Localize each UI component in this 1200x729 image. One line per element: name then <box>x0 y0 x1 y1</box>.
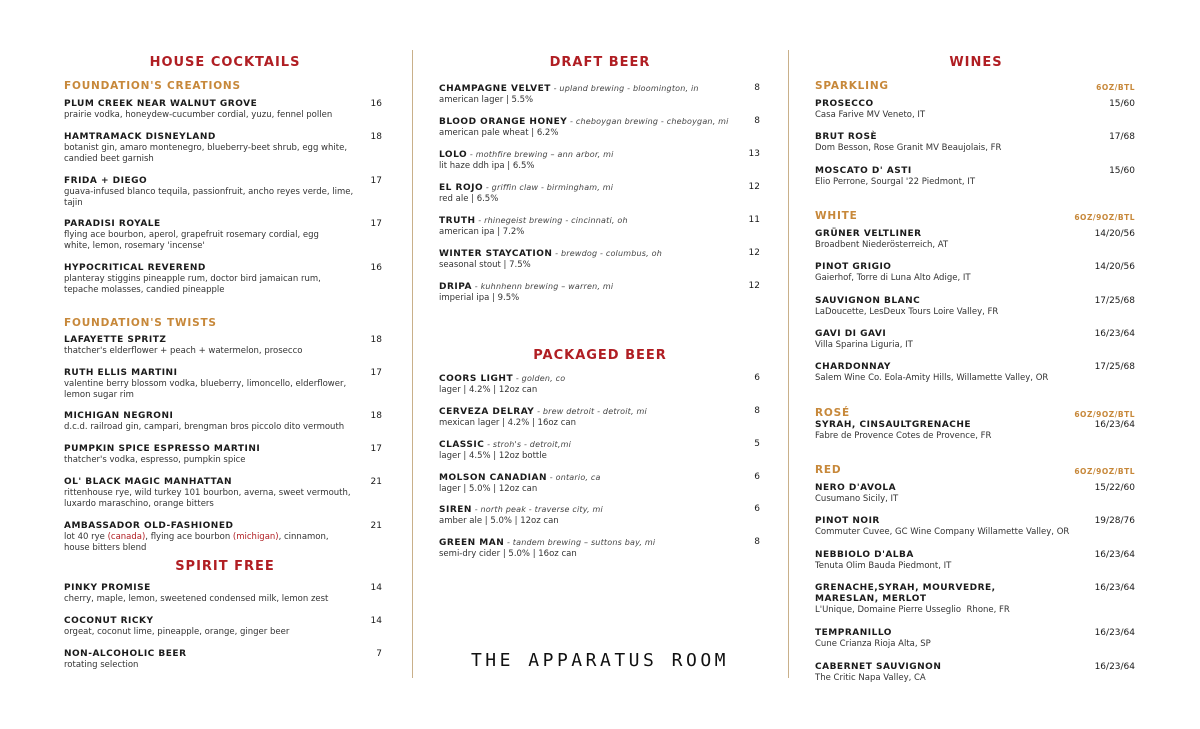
item-name: GRÜNER VELTLINER <box>815 229 922 239</box>
item-description: american lager | 5.5% <box>439 95 534 105</box>
item-description: prairie vodka, honeydew-cucumber cordial, yuzu, fennel pollen <box>64 110 333 120</box>
region: Rioja Alta, SP <box>874 639 931 649</box>
item-description: american pale wheat | 6.2% <box>439 128 559 138</box>
item-price: 11 <box>748 215 760 225</box>
item-name <box>439 406 739 418</box>
producer: The Critic <box>815 673 859 683</box>
item-price: 17 <box>370 444 382 454</box>
item-name: NERO D'AVOLA <box>815 483 897 493</box>
item-name: AMBASSADOR OLD-FASHIONED <box>64 521 234 531</box>
item-description: semi-dry cider | 5.0% | 16oz can <box>439 549 577 559</box>
item-description: botanist gin, amaro montenegro, blueberry-beet shrub, egg white, candied beet garnish <box>64 143 348 164</box>
column-divider-right <box>788 50 789 678</box>
menu-item <box>815 329 1085 351</box>
beer-name: WINTER STAYCATION <box>439 249 553 259</box>
item-name <box>439 116 739 128</box>
item-description <box>815 431 1085 442</box>
item-description: rittenhouse rye, wild turkey 101 bourbon, averna, sweet vermouth, luxardo maraschino, orange bitters <box>64 488 351 509</box>
item-price: 18 <box>370 132 382 142</box>
red-title: RED <box>815 464 842 476</box>
menu-item <box>439 248 739 271</box>
item-description <box>815 110 1085 121</box>
item-description <box>815 177 1085 188</box>
origin-highlight: (michigan) <box>232 532 279 542</box>
brewery: - north peak - traverse city, mi <box>471 505 603 514</box>
menu-item <box>439 116 739 139</box>
item-name <box>439 439 739 451</box>
item-description: amber ale | 5.0% | 12oz can <box>439 516 559 526</box>
region: Liguria, IT <box>870 340 913 350</box>
menu-item <box>815 516 1100 538</box>
beer-name: TRUTH <box>439 216 476 226</box>
item-price: 14/20/56 <box>1094 262 1135 272</box>
item-description: d.c.d. railroad gin, campari, brengman bros piccolo dito vermouth <box>64 422 345 432</box>
region: Piedmont, IT <box>898 561 952 571</box>
item-price: 8 <box>754 116 760 126</box>
item-description: guava-infused blanco tequila, passionfruit, ancho reyes verde, lime, tajin <box>64 187 354 208</box>
menu-item <box>439 537 739 560</box>
brewery: - ontario, ca <box>547 473 601 482</box>
item-name: SYRAH, CINSAULTGRENACHE <box>815 420 972 430</box>
item-description: cherry, maple, lemon, sweetened condensed milk, lemon zest <box>64 594 329 604</box>
item-description: rotating selection <box>64 660 139 670</box>
item-price: 16/23/64 <box>1094 550 1135 560</box>
item-price: 16 <box>370 99 382 109</box>
brand-wordmark: THE APPARATUS ROOM <box>470 650 730 671</box>
item-description: lager | 5.0% | 12oz can <box>439 484 538 494</box>
region: Loire Valley, FR <box>933 307 999 317</box>
brewery: - upland brewing - bloomington, in <box>550 84 699 93</box>
menu-item <box>439 472 739 495</box>
draft-beer-title: DRAFT BEER <box>549 55 651 70</box>
menu-item <box>439 406 739 429</box>
beer-name: DRIPA <box>439 282 472 292</box>
region: Veneto, IT <box>882 110 926 120</box>
item-price: 18 <box>370 335 382 345</box>
item-description: house bitters blend <box>64 543 147 553</box>
desc-part: , cinnamon, <box>278 532 329 542</box>
item-name <box>439 215 739 227</box>
item-description: imperial ipa | 9.5% <box>439 293 520 303</box>
item-name: GRENACHE,SYRAH, MOURVEDRE, <box>815 583 996 593</box>
menu-item <box>815 550 1085 572</box>
item-description <box>815 143 1085 154</box>
menu-item <box>64 176 359 209</box>
beer-name: CHAMPAGNE VELVET <box>439 84 551 94</box>
brewery: - cheboygan brewing - cheboygan, mi <box>567 117 729 126</box>
item-name: SAUVIGNON BLANC <box>815 296 921 306</box>
region: Alto Adige, IT <box>913 273 971 283</box>
menu-item <box>64 263 349 296</box>
item-description <box>815 273 1085 284</box>
item-description: orgeat, coconut lime, pineapple, orange, ginger beer <box>64 627 290 637</box>
menu-item <box>64 411 364 433</box>
menu-item <box>64 583 364 605</box>
menu-item <box>64 132 369 165</box>
menu-item <box>815 628 1085 650</box>
item-price: 15/60 <box>1109 166 1135 176</box>
column-divider-left <box>412 50 413 678</box>
item-description: flying ace bourbon, aperol, grapefruit rosemary cordial, egg white, lemon, rosemary 'incense' <box>64 230 319 251</box>
item-name: HAMTRAMACK DISNEYLAND <box>64 132 216 142</box>
brewery: - mothfire brewing – ann arbor, mi <box>467 150 614 159</box>
region: Piedmont, IT <box>921 177 976 187</box>
menu-item <box>439 182 739 205</box>
item-price: 15/22/60 <box>1094 483 1135 493</box>
menu-item <box>439 504 739 527</box>
serving-sizes: 6OZ/9OZ/BTL <box>1074 410 1135 419</box>
region: Sicily, IT <box>862 494 899 504</box>
menu-item <box>815 583 1085 616</box>
item-description: lit haze ddh ipa | 6.5% <box>439 161 535 171</box>
item-name: LAFAYETTE SPRITZ <box>64 335 167 345</box>
item-price: 6 <box>754 472 760 482</box>
producer: Cune Crianza <box>815 639 875 649</box>
item-name <box>439 373 739 385</box>
menu-item <box>64 99 364 121</box>
item-description <box>815 240 1085 251</box>
item-name: CHARDONNAY <box>815 362 891 372</box>
item-name <box>439 472 739 484</box>
region: Rhone, FR <box>966 605 1010 615</box>
item-name: PINOT NOIR <box>815 516 880 526</box>
beer-name: EL ROJO <box>439 183 484 193</box>
item-name: PLUM CREEK NEAR WALNUT GROVE <box>64 99 258 109</box>
item-price: 12 <box>748 248 760 258</box>
producer: Villa Sparina <box>815 340 871 350</box>
item-price: 6 <box>754 373 760 383</box>
item-price: 14/20/56 <box>1094 229 1135 239</box>
item-name: MOSCATO D' ASTI <box>815 166 912 176</box>
menu-item <box>815 362 1095 384</box>
item-name: PROSECCO <box>815 99 874 109</box>
foundations-creations-title: FOUNDATION'S CREATIONS <box>64 80 241 92</box>
wines-title: WINES <box>949 55 1003 70</box>
menu-item <box>815 296 1085 318</box>
item-price: 19/28/76 <box>1094 516 1135 526</box>
menu-item <box>439 281 739 304</box>
beer-name: CLASSIC <box>439 440 485 450</box>
item-description: red ale | 6.5% <box>439 194 499 204</box>
item-price: 7 <box>376 649 382 659</box>
producer: Dom Besson, Rose Granit MV <box>815 143 942 153</box>
region: Cotes de Provence, FR <box>896 431 992 441</box>
item-description: planteray stiggins pineapple rum, doctor bird jamaican rum, tepache molasses, candied pineapple <box>64 274 321 295</box>
item-description <box>815 673 1085 684</box>
item-price: 15/60 <box>1109 99 1135 109</box>
menu-item <box>64 521 364 554</box>
item-description: thatcher's vodka, espresso, pumpkin spice <box>64 455 246 465</box>
item-price: 16/23/64 <box>1094 583 1135 593</box>
item-price: 17 <box>370 219 382 229</box>
brewery: - stroh's - detroit,mi <box>484 440 572 449</box>
item-description: seasonal stout | 7.5% <box>439 260 531 270</box>
item-name <box>439 149 739 161</box>
beer-name: SIREN <box>439 505 472 515</box>
item-name <box>439 504 739 516</box>
item-name: TEMPRANILLO <box>815 628 892 638</box>
menu-item <box>64 219 329 252</box>
item-price: 16 <box>370 263 382 273</box>
item-description: lager | 4.5% | 12oz bottle <box>439 451 547 461</box>
menu-item <box>439 439 739 462</box>
producer: Cusumano <box>815 494 863 504</box>
menu-item <box>815 229 1085 251</box>
item-price: 18 <box>370 411 382 421</box>
item-name: GAVI DI GAVI <box>815 329 887 339</box>
producer: LaDoucette, LesDeux Tours <box>815 307 934 317</box>
item-name: NON-ALCOHOLIC BEER <box>64 649 187 659</box>
item-name: PUMPKIN SPICE ESPRESSO MARTINI <box>64 444 261 454</box>
item-description: lager | 4.2% | 12oz can <box>439 385 538 395</box>
rose-title: ROSÉ <box>815 407 850 419</box>
item-price: 21 <box>370 477 382 487</box>
item-price: 17 <box>370 176 382 186</box>
beer-name: GREEN MAN <box>439 538 505 548</box>
menu-item <box>64 368 374 401</box>
item-description: american ipa | 7.2% <box>439 227 525 237</box>
packaged-beer-title: PACKAGED BEER <box>533 348 667 363</box>
brewery: - tandem brewing – suttons bay, mi <box>504 538 656 547</box>
item-name: OL' BLACK MAGIC MANHATTAN <box>64 477 232 487</box>
item-name: NEBBIOLO D'ALBA <box>815 550 914 560</box>
house-cocktails-title: HOUSE COCKTAILS <box>149 55 301 70</box>
item-price: 5 <box>754 439 760 449</box>
brewery: - kuhnhenn brewing – warren, mi <box>472 282 614 291</box>
region: Eola-Amity Hills, Willamette Valley, OR <box>884 373 1049 383</box>
serving-sizes: 6OZ/9OZ/BTL <box>1074 467 1135 476</box>
item-price: 21 <box>370 521 382 531</box>
item-description <box>815 639 1085 650</box>
producer: Salem Wine Co. <box>815 373 885 383</box>
item-description <box>815 494 1085 505</box>
brewery: - rhinegeist brewing - cincinnati, oh <box>475 216 628 225</box>
item-description: mexican lager | 4.2% | 16oz can <box>439 418 576 428</box>
serving-sizes: 6OZ/9OZ/BTL <box>1074 213 1135 222</box>
item-price: 16/23/64 <box>1094 662 1135 672</box>
producer: L'Unique, Domaine Pierre Usseglio <box>815 605 967 615</box>
item-name: RUTH ELLIS MARTINI <box>64 368 178 378</box>
producer: Commuter Cuvee, GC Wine Company <box>815 527 978 537</box>
beer-name: CERVEZA DELRAY <box>439 407 535 417</box>
item-name: PINKY PROMISE <box>64 583 151 593</box>
item-description <box>815 340 1085 351</box>
region: Willamette Valley, OR <box>977 527 1070 537</box>
brewery: - brew detroit - detroit, mi <box>534 407 647 416</box>
item-description: valentine berry blossom vodka, blueberry, limoncello, elderflower, lemon sugar rim <box>64 379 347 400</box>
item-price: 17 <box>370 368 382 378</box>
item-price: 13 <box>748 149 760 159</box>
item-description <box>815 605 1085 616</box>
menu-item <box>439 83 739 106</box>
item-price: 14 <box>370 616 382 626</box>
item-price: 17/25/68 <box>1094 296 1135 306</box>
item-name <box>439 182 739 194</box>
spirit-free-title: SPIRIT FREE <box>175 559 275 574</box>
brewery: - golden, co <box>513 374 566 383</box>
item-price: 12 <box>748 281 760 291</box>
item-name <box>439 248 739 260</box>
item-price: 16/23/64 <box>1094 329 1135 339</box>
item-name: CABERNET SAUVIGNON <box>815 662 942 672</box>
item-description <box>64 532 364 543</box>
producer: Broadbent <box>815 240 862 250</box>
origin-highlight: (canada) <box>107 532 146 542</box>
item-name: FRIDA + DIEGO <box>64 176 148 186</box>
producer: Fabre de Provence <box>815 431 897 441</box>
beer-name: MOLSON CANADIAN <box>439 473 548 483</box>
item-name <box>439 281 739 293</box>
item-description: thatcher's elderflower + peach + watermelon, prosecco <box>64 346 303 356</box>
menu-item <box>815 262 1085 284</box>
menu-item <box>815 483 1085 505</box>
beer-name: COORS LIGHT <box>439 374 514 384</box>
menu-item <box>439 215 739 238</box>
brewery: - brewdog - columbus, oh <box>552 249 663 258</box>
item-name: COCONUT RICKY <box>64 616 154 626</box>
brewery: - griffin claw - birmingham, mi <box>483 183 614 192</box>
item-price: 14 <box>370 583 382 593</box>
item-description <box>815 307 1085 318</box>
item-price: 16/23/64 <box>1094 628 1135 638</box>
producer: Elio Perrone, Sourgal '22 <box>815 177 922 187</box>
producer: Tenuta Olim Bauda <box>815 561 899 571</box>
region: Niederösterreich, AT <box>862 240 949 250</box>
producer: Gaierhof, Torre di Luna <box>815 273 914 283</box>
item-name: PINOT GRIGIO <box>815 262 892 272</box>
item-name: BRUT ROSÈ <box>815 132 878 142</box>
menu-item <box>64 477 369 510</box>
menu-item <box>64 335 364 357</box>
item-price: 17/25/68 <box>1094 362 1135 372</box>
desc-part: lot 40 rye <box>64 532 108 542</box>
foundations-twists-title: FOUNDATION'S TWISTS <box>64 317 217 329</box>
menu-item <box>439 149 739 172</box>
menu-item <box>815 420 1085 442</box>
item-name: PARADISI ROYALE <box>64 219 161 229</box>
serving-sizes: 6OZ/BTL <box>1096 83 1135 92</box>
menu-item <box>64 616 364 638</box>
menu-item <box>64 649 364 671</box>
item-name: MICHIGAN NEGRONI <box>64 411 174 421</box>
menu-item <box>439 373 739 396</box>
sparkling-title: SPARKLING <box>815 80 889 92</box>
item-price: 16/23/64 <box>1094 420 1135 430</box>
white-title: WHITE <box>815 210 858 222</box>
item-name <box>439 83 739 95</box>
item-name <box>439 537 739 549</box>
desc-part: , flying ace bourbon <box>145 532 233 542</box>
item-price: 8 <box>754 537 760 547</box>
menu-item <box>64 444 364 466</box>
beer-name: LOLO <box>439 150 468 160</box>
item-price: 8 <box>754 83 760 93</box>
item-price: 6 <box>754 504 760 514</box>
item-name: HYPOCRITICAL REVEREND <box>64 263 206 273</box>
item-description <box>815 373 1095 384</box>
menu-item <box>815 99 1085 121</box>
producer: Casa Farive MV <box>815 110 883 120</box>
region: Napa Valley, CA <box>858 673 926 683</box>
menu-item <box>815 662 1085 684</box>
item-description <box>815 561 1085 572</box>
item-price: 8 <box>754 406 760 416</box>
beer-name: BLOOD ORANGE HONEY <box>439 117 568 127</box>
item-description <box>815 527 1100 538</box>
region: Beaujolais, FR <box>941 143 1002 153</box>
menu-item <box>815 132 1085 154</box>
menu-item <box>815 166 1085 188</box>
item-price: 12 <box>748 182 760 192</box>
item-name-line2: MARESLAN, MERLOT <box>815 594 927 604</box>
item-price: 17/68 <box>1109 132 1135 142</box>
